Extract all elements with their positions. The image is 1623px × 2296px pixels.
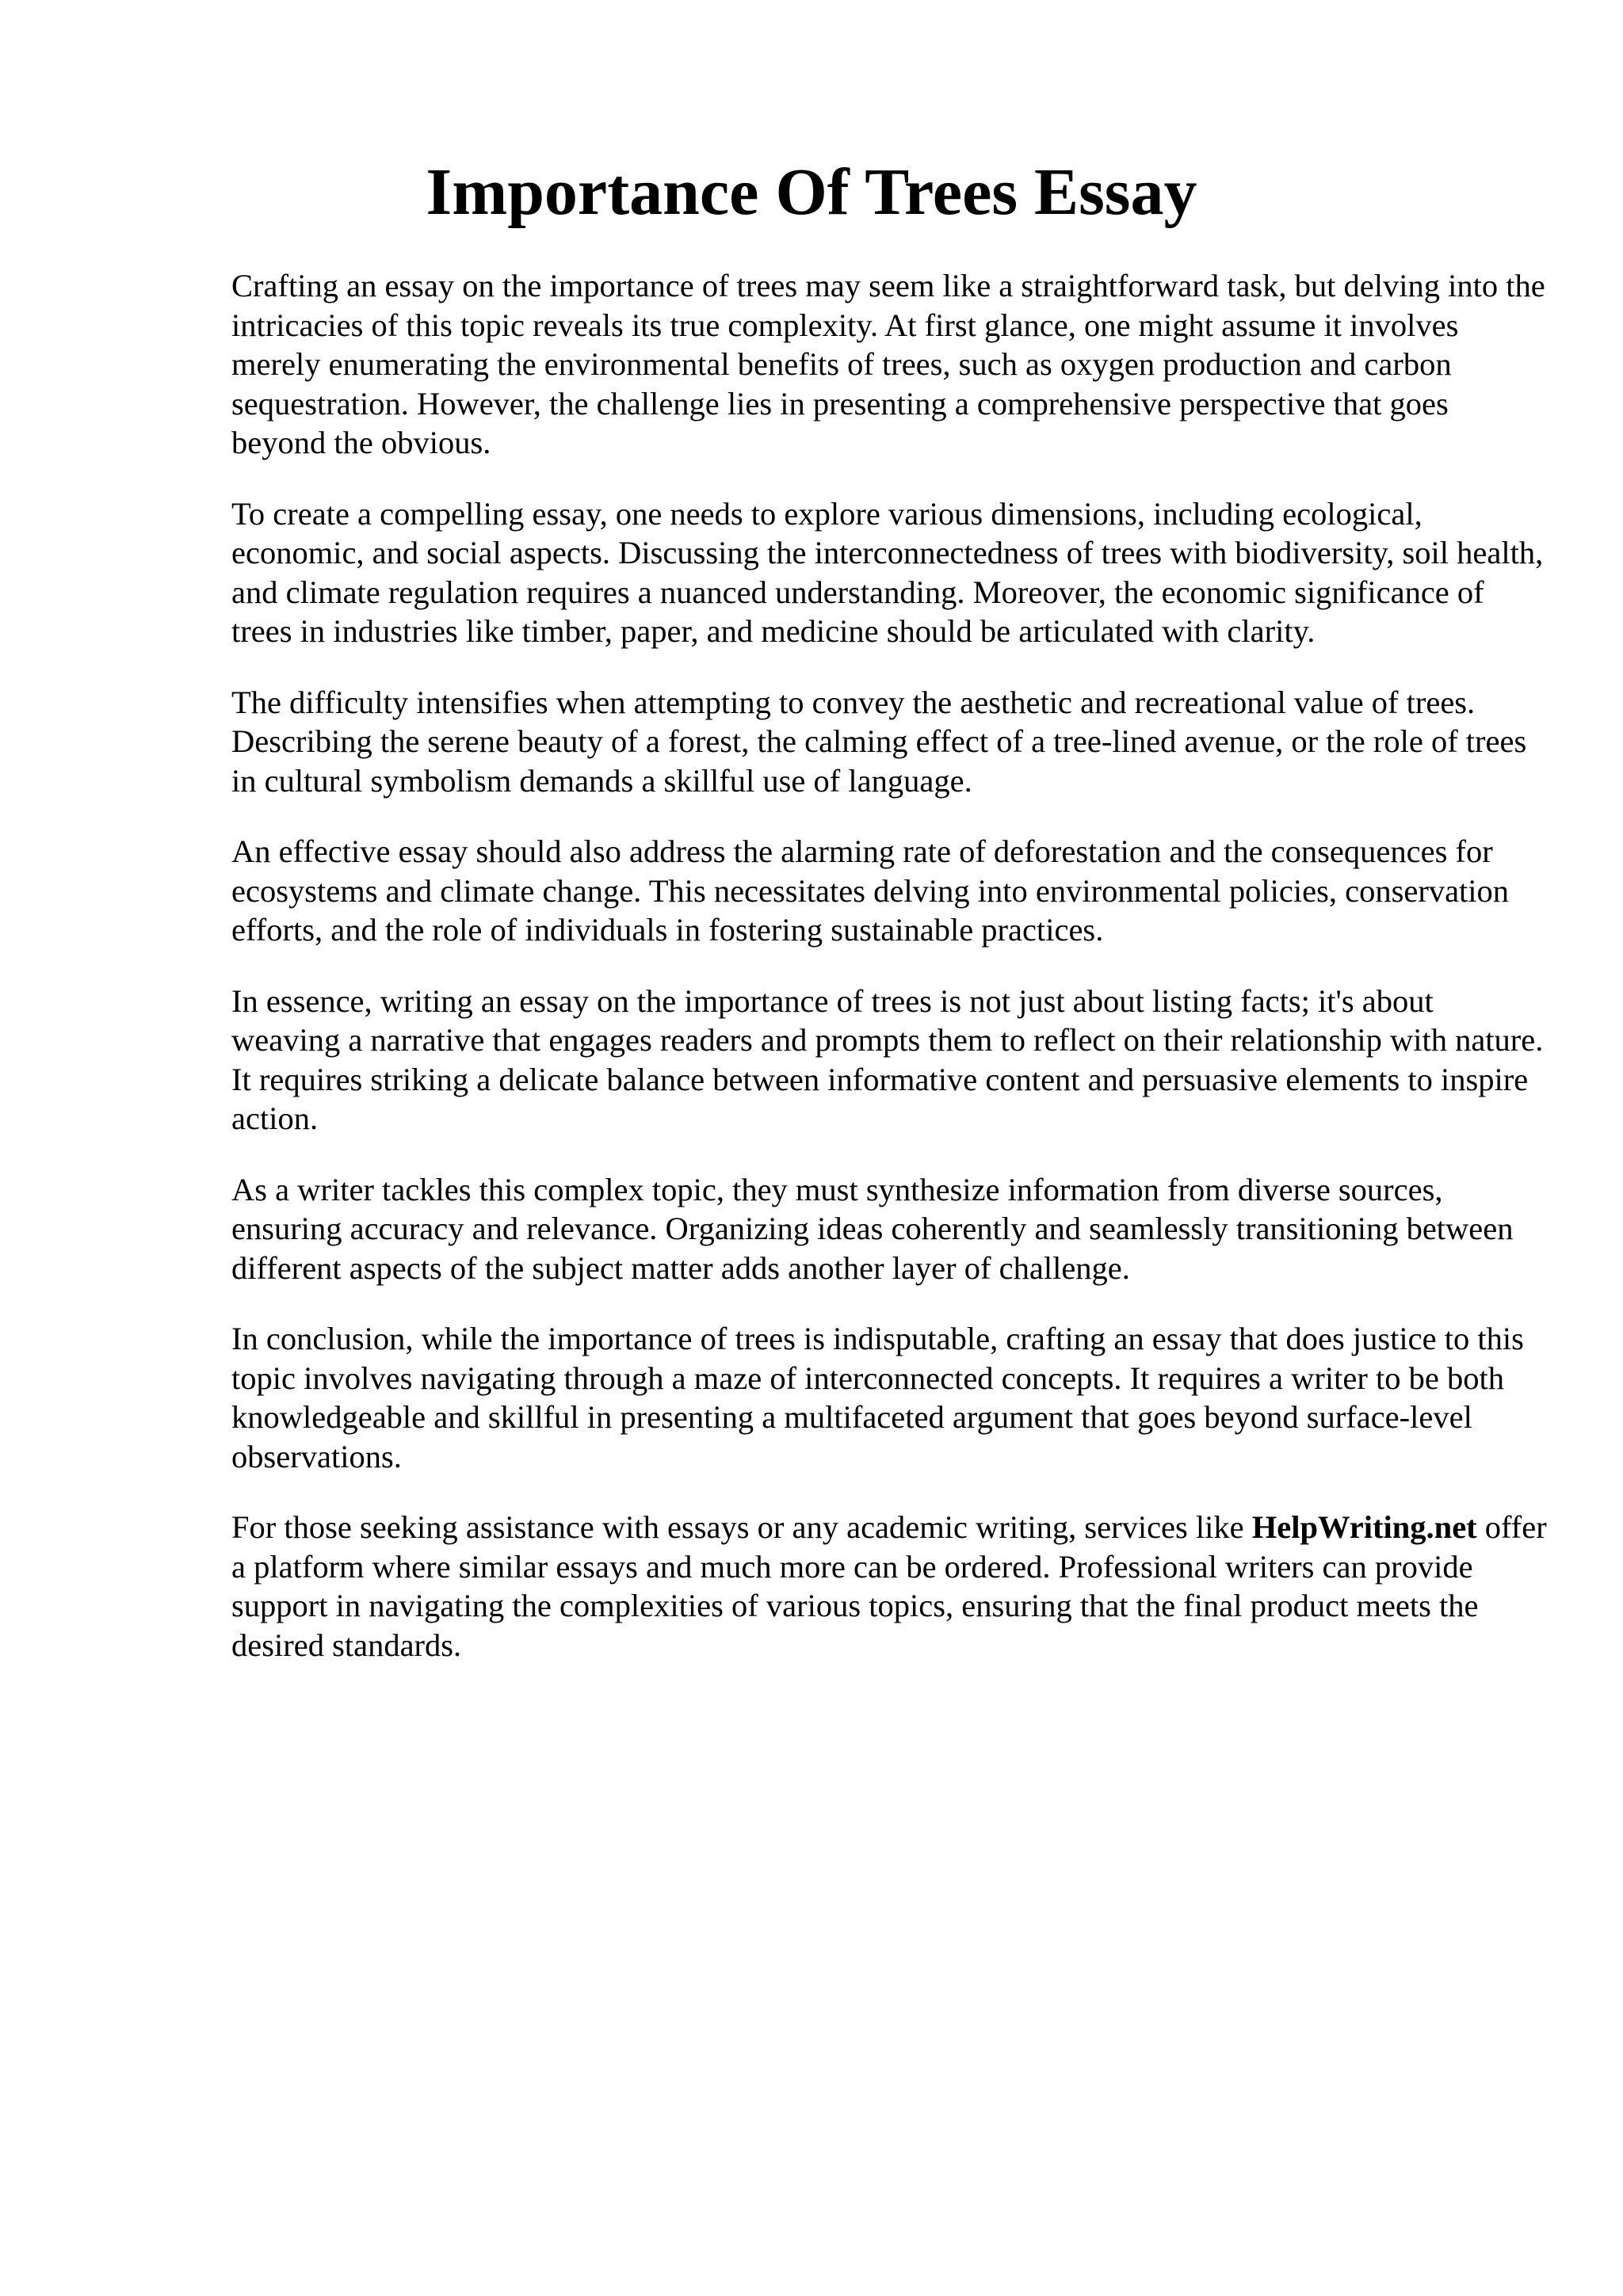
paragraph-8-rest: offer a platform where similar essays and much more can be ordered. Professional writers can provide support in navigating the complexities of various topics, ensuring that the final product meets the desired standards. — [231, 1509, 1547, 1663]
page-title: Importance Of Trees Essay — [426, 155, 1197, 229]
paragraph-8-intro: For those seeking assistance with essays or any academic writing, services like — [231, 1509, 1252, 1545]
essay-body — [231, 266, 1547, 1696]
paragraph-3: The difficulty intensifies when attempting to convey the aesthetic and recreational value of trees. Describing the serene beauty of a forest, the calming effect of a tree-lined avenue, or the role of trees in cultural symbolism demands a skillful use of language. — [231, 684, 1527, 799]
helpwriting-link[interactable]: HelpWriting.net — [1251, 1509, 1477, 1545]
paragraph-7: In conclusion, while the importance of trees is indisputable, crafting an essay that does justice to this topic involves navigating through a maze of interconnected concepts. It requires a writer to be both knowledgeable and skillful in presenting a multifaceted argument that goes beyond surface-level observations. — [231, 1321, 1524, 1474]
paragraph-2: To create a compelling essay, one needs to explore various dimensions, including ecological, economic, and social aspects. Discussing the interconnectedness of trees with biodiversity, soil health, and climate regulation requires a nuanced understanding. Moreover, the economic significance of trees in industries like timber, paper, and medicine should be articulated with clarity. — [231, 495, 1544, 649]
paragraph-8 — [231, 1508, 1547, 1665]
paragraph-1: Crafting an essay on the importance of trees may seem like a straightforward task, but delving into the intricacies of this topic reveals its true complexity. At first glance, one might assume it involves merely enumerating the environmental benefits of trees, such as oxygen production and carbon sequestration. However, the challenge lies in presenting a comprehensive perspective that goes beyond the obvious. — [231, 268, 1545, 460]
paragraph-5: In essence, writing an essay on the importance of trees is not just about listing facts; it's about weaving a narrative that engages readers and prompts them to reflect on their relationship with nature. It requires striking a delicate balance between informative content and persuasive elements to inspire action. — [231, 982, 1544, 1136]
paragraph-6: As a writer tackles this complex topic, they must synthesize information from diverse sources, ensuring accuracy and relevance. Organizing ideas coherently and seamlessly transitioning between different aspects of the subject matter adds another layer of challenge. — [231, 1171, 1514, 1286]
paragraph-4: An effective essay should also address the alarming rate of deforestation and the consequences for ecosystems and climate change. This necessitates delving into environmental policies, conservation efforts, and the role of individuals in fostering sustainable practices. — [231, 833, 1510, 948]
